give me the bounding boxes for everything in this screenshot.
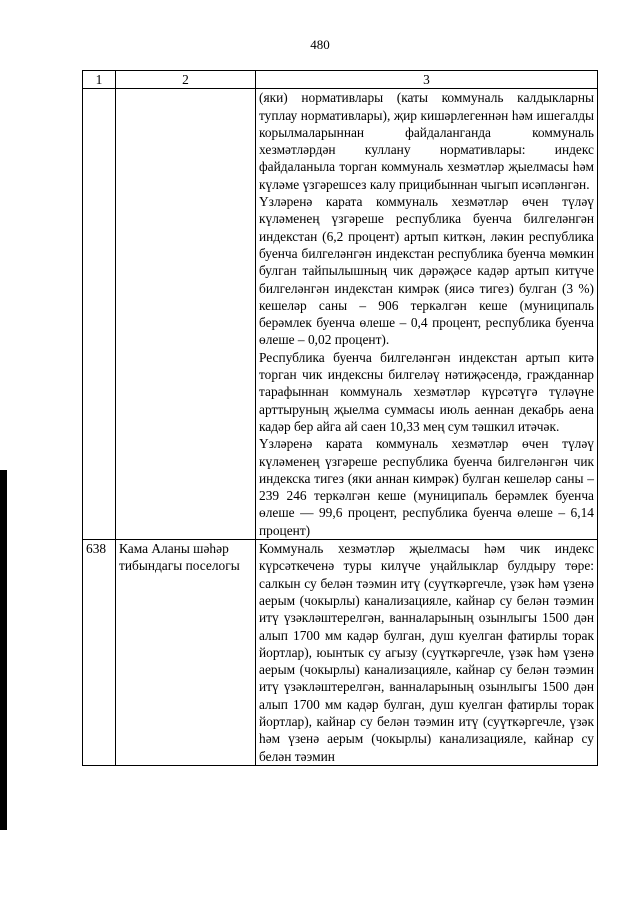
header-col-2: 2	[116, 71, 256, 89]
document-table	[82, 70, 598, 766]
row-content	[256, 540, 598, 766]
table-header-row	[83, 71, 598, 89]
table-row	[83, 540, 598, 766]
row-number: 638	[83, 540, 116, 766]
paragraph: Республика буенча билгеләнгән индекстан артып китә торган чик индексны билгеләү нәтиҗәсендә, гражданнар тарафыннан коммуналь хезмәтләр күрсәтүгә түләүне арттыруның җыелма суммасы июль аеннан декабрь аена кадәр бер айга ай саен 10,33 мең сум тәшкил итәчәк.	[259, 349, 594, 434]
header-col-1: 1	[83, 71, 116, 89]
paragraph: (яки) нормативлары (каты коммуналь калдыкларны туплау нормативлары), җир кишәрлегеннән һәм ишегалды корылмаларыннан файдаланганда коммуналь хезмәтләрдән куллану нормативлары: индекс файдаланыла торган коммуналь хезмәтләр җыелмасы һәм күләме үзгәрешсез калу прицибыннан чыгып исәпләнгән.	[259, 90, 594, 192]
page-number: 480	[310, 37, 330, 52]
row-name: Кама Аланы шәһәр тибындагы поселогы	[116, 540, 256, 766]
row-content	[256, 89, 598, 540]
header-col-3: 3	[256, 71, 598, 89]
row-name	[116, 89, 256, 540]
paragraph: Үзләренә карата коммуналь хезмәтләр өчен түләү күләменең үзгәреше республика буенча билгеләнгән чик индекска тигез (яки аннан кимрәк) булган кешеләр саны – 239 246 теркәлгән кеше (муниципаль берәмлек буенча өлеше — 99,6 процент, республика буенча өлеше – 6,14 процент)	[259, 436, 594, 538]
paragraph: Коммуналь хезмәтләр җыелмасы һәм чик индекс күрсәткеченә туры килүче уңайлыклар булдыру төре: салкын су белән тәэмин итү (суүткәргечле, үзәк һәм үзенә аерым (чокырлы) канализацияле, кайнар су белән тәэмин итү үзәкләштерелгән, ванналарының озынлыгы 1500 дән алып 1700 мм кадәр булган, душ куелган фатирлы торак йортлар), юынтык су агызу (суүткәргечле, үзәк һәм үзенә аерым (чокырлы) канализацияле, кайнар су белән тәэмин итү үзәкләштерелгән, ванналарының озынлыгы 1500 дән алып 1700 мм кадәр булган, душ куелган фатирлы торак йортлар), кайнар су белән тәэмин итү (суүткәргечле, үзәк һәм үзенә аерым (чокырлы) канализацияле, кайнар су белән тәэмин	[259, 541, 594, 764]
paragraph: Үзләренә карата коммуналь хезмәтләр өчен түләү күләменең үзгәреше республика буенча билгеләнгән индекстан (6,2 процент) артып киткән, ләкин республика буенча билгеләнгән индекстан республика буенча мөмкин булган тайпылышның чик дәрәҗәсе кадәр артып китүче билгеләнгән индекстан кимрәк (яисә тигез) булган (3 %) кешеләр саны – 906 теркәлгән кеше (муниципаль берәмлек буенча өлеше – 0,4 процент, республика буенча өлеше – 0,02 процент).	[259, 194, 594, 348]
row-number	[83, 89, 116, 540]
scan-edge-mark	[0, 470, 7, 830]
table-row	[83, 89, 598, 540]
